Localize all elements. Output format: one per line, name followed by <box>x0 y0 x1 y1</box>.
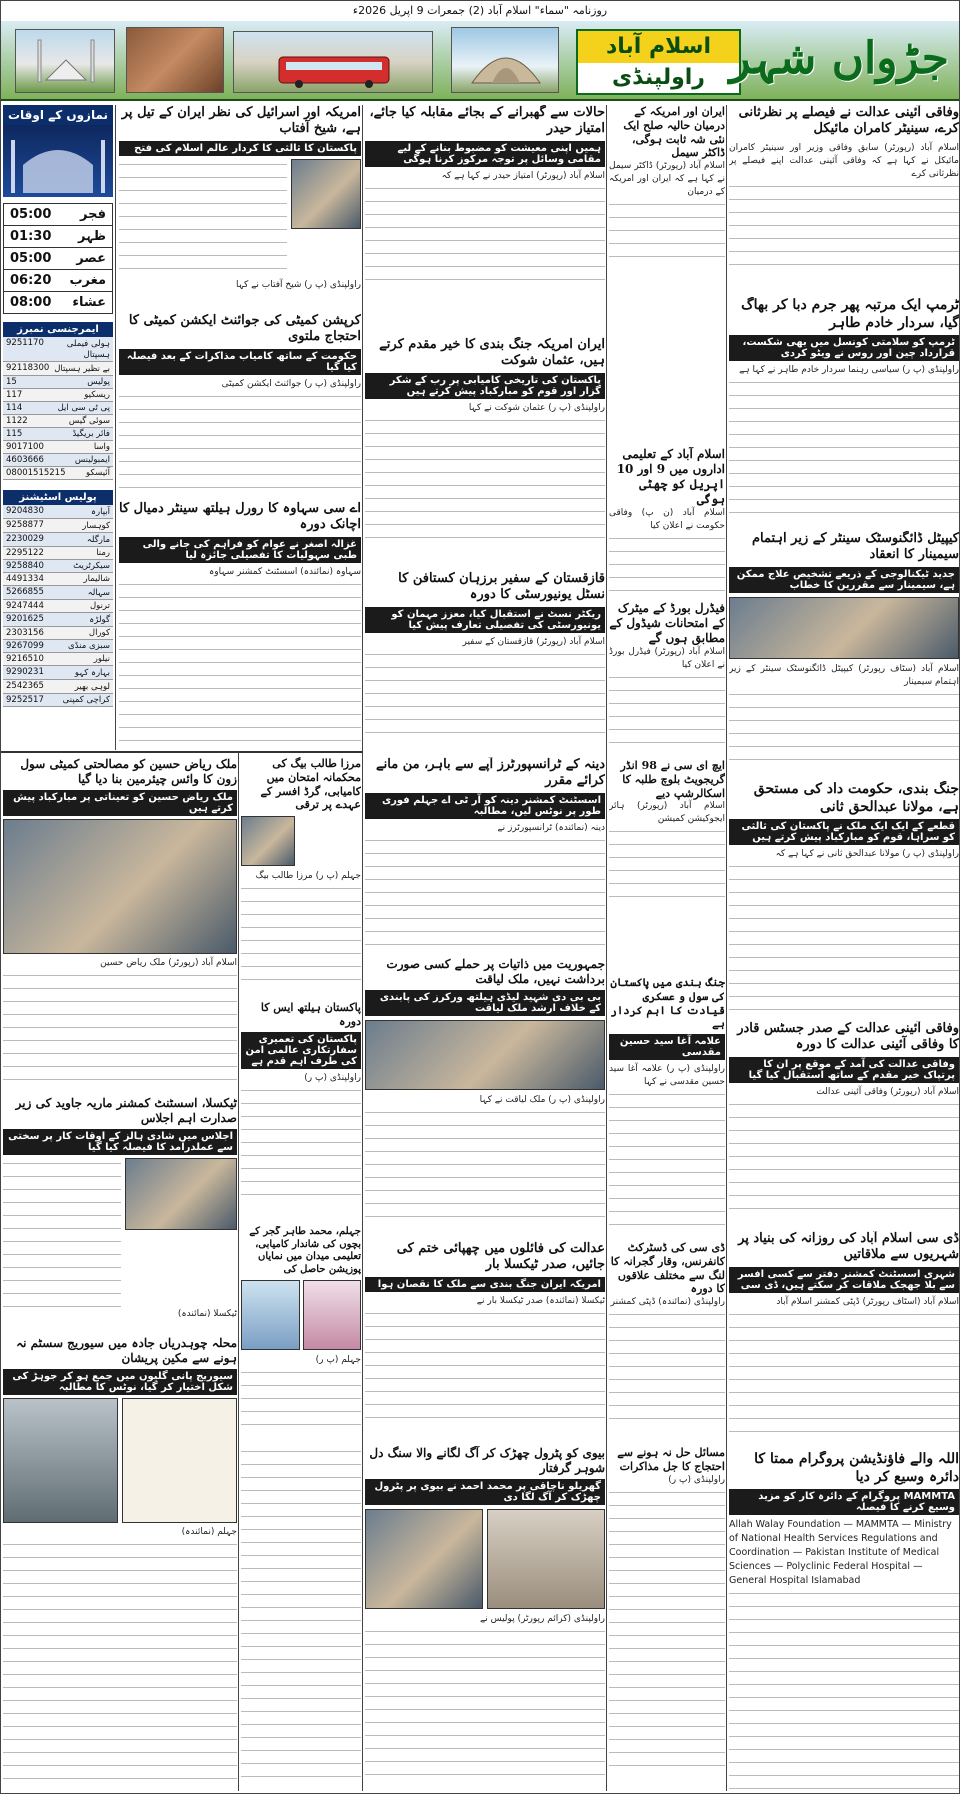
petition-document-photo <box>122 1398 237 1523</box>
city-islamabad: اسلام آباد <box>578 31 739 63</box>
article-text: اسلام آباد (اسٹاف رپورٹر) ڈپٹی کمشنر اسلام آباد <box>776 1296 959 1307</box>
prayer-row: 05:00 فجر <box>3 204 113 226</box>
headline: ایران امریکہ جنگ بندی کا خیر مقدم کرتے ہیں، عثمان شوکت <box>379 337 605 369</box>
emergency-row: 115 فائر بریگیڈ <box>3 428 113 441</box>
seminar-photo <box>729 597 959 659</box>
prayer-row: 01:30 ظہر <box>3 226 113 248</box>
emergency-row: 9251170 ہولی فیملی ہسپتال <box>3 337 113 362</box>
subheadline: سیوریج پانی گلیوں میں جمع ہو کر جوہڑ کی شکل اختیار کر گیا، نوٹس کا مطالبہ <box>3 1369 237 1395</box>
subheadline: ملک ریاض حسین کو تعیناتی پر مبارکباد پیش کرتے ہیں <box>3 790 237 816</box>
station-row: 9247444 ترنول <box>3 600 113 613</box>
subheadline: اسسٹنٹ کمشنر دینہ کو آر ٹی اے جہلم فوری طور پر نوٹس لیں، مطالبہ <box>365 793 605 819</box>
monument-relief-image <box>126 27 224 93</box>
article-usman-shaukat <box>365 337 605 547</box>
prayer-heading: نمازوں کے اوقات <box>3 105 113 125</box>
headline: جنگ بندی، حکومت داد کی مستحق ہے، مولانا عبدالحق ثانی <box>753 781 959 815</box>
mosque-icon <box>16 30 116 94</box>
sheikh-aftab-photo <box>291 159 361 229</box>
article-malik-liaquat <box>365 957 605 1227</box>
headline: ٹرمپ ایک مرتبہ پھر جرم دبا کر بھاگ گیا، سردار خادم طاہر <box>741 297 959 331</box>
stations-list <box>3 505 113 707</box>
column-rule <box>115 105 116 750</box>
headline: ایچ ای سی نے 98 انڈر گریجویٹ بلوچ طلبہ کا اسکالرشپ دیے <box>620 759 725 800</box>
article-sewerage-jada <box>3 1336 237 1791</box>
subheadline: اجلاس میں شادی ہالز کے اوقات کار پر سختی سے عملدرآمد کا فیصلہ کیا گیا <box>3 1129 237 1155</box>
column-rule <box>362 105 363 1791</box>
article-text: جہلم (پ ر) مرزا طالب بیگ <box>255 871 361 881</box>
station-row: 9252517 کراچی کمپنی <box>3 694 113 707</box>
headline: بیوی کو پٹرول چھڑک کر آگ لگانے والا سنگ دل شوہر گرفتار <box>369 1446 605 1475</box>
police-stations <box>3 490 113 707</box>
station-row: 2295122 رمنا <box>3 547 113 560</box>
article-text: ٹیکسلا (نمائندہ) صدر ٹیکسلا بار نے <box>476 1295 605 1306</box>
subheadline: پاکستان کی تعمیری سفارتکاری عالمی امن کی طرف اہم قدم ہے <box>241 1032 361 1069</box>
emergency-row: 1122 سوئی گیس <box>3 415 113 428</box>
article-text: راولپنڈی (کرائم رپورٹر) پولیس نے <box>479 1614 605 1624</box>
subheadline: شہری اسسٹنٹ کمشنر دفتر سے کسی افسر سے بلا جھجک ملاقات کر سکتے ہیں، ڈی سی <box>729 1267 959 1293</box>
article-text: دینہ (نمائندہ) ٹرانسپورٹرز نے <box>497 822 605 833</box>
article-sheikh-aftab <box>119 105 361 305</box>
suspect-photo <box>487 1509 605 1609</box>
article-text: جہلم (نمائندہ) <box>181 1527 237 1537</box>
emergency-row: 114 پی ٹی سی ایل <box>3 402 113 415</box>
city-box <box>576 29 741 95</box>
article-allama-muqaddasi <box>609 976 725 1236</box>
station-row: 5266855 سہالہ <box>3 586 113 600</box>
certificate-ceremony-photo <box>3 819 237 954</box>
emergency-heading: ایمرجنسی نمبرز <box>3 322 113 337</box>
article-text: اسلام آباد (رپورٹر) سابق وفاقی وزیر اور سینیٹر کامران مائیکل نے کہا ہے کہ وفاقی آئینی عدالت اپنے فیصلے پر نظرثانی کرے <box>729 142 959 179</box>
emergency-row: 4603666 ایمبولینس <box>3 454 113 467</box>
prayer-row: 06:20 مغرب <box>3 270 113 292</box>
article-text: راولپنڈی (پ ر) عثمان شوکت نے کہا <box>468 402 605 413</box>
article-malik-riaz <box>3 757 237 1087</box>
article-text: راولپنڈی (پ ر) علامہ آغا سید حسین مقدسی نے کہا <box>609 1064 725 1087</box>
article-dc-islamabad <box>729 1231 959 1441</box>
article-text: اسلام آباد (رپورٹر) وفاقی آئینی عدالت <box>816 1086 959 1097</box>
article-taxila-ac-meeting <box>3 1096 237 1326</box>
masthead-title: جڑواں شہر <box>729 33 949 84</box>
article-imtiaz-haider <box>365 105 605 290</box>
subheadline: پاکستان کی تاریخی کامیابی پر رب کے شکر گزار اور قوم کو مبارکباد پیش کرتے ہیں <box>365 373 605 399</box>
stations-heading: پولیس اسٹیشنز <box>3 490 113 505</box>
monument-icon <box>452 28 560 94</box>
article-ac-sohawa <box>119 501 361 746</box>
headline: جمہوریت میں ذاتیات پر حملے کسی صورت برداشت نہیں، ملک لیاقت <box>386 957 605 986</box>
mirza-talib-photo <box>241 816 295 866</box>
subheadline: گھریلو ناچاقی پر محمد احمد نے بیوی پر پٹرول چھڑک کر آگ لگا دی <box>365 1479 605 1505</box>
headline: قازقستان کے سفیر برزہان کستافن کا نسٹل یونیورسٹی کا دورہ <box>398 571 605 603</box>
station-row: 2542365 لوہی بھیر <box>3 680 113 694</box>
subheadline: وفاقی عدالت کی آمد کے موقع پر ان کا پرتپاک خیر مقدم کے ساتھ استقبال کیا گیا <box>729 1057 959 1083</box>
article-text: اسلام آباد (رپورٹر) فیڈرل بورڈ نے اعلان کیا <box>609 647 725 670</box>
mosque-silhouette-icon <box>3 125 113 193</box>
article-text: راولپنڈی (نمائندہ) ڈپٹی کمشنر <box>610 1297 725 1307</box>
station-row: 4491334 شالیمار <box>3 573 113 586</box>
article-dina-transporters <box>365 757 605 947</box>
article-kazakhstan-ambassador <box>365 571 605 746</box>
article-kamran-michael <box>729 105 959 275</box>
article-text: اسلام آباد (سٹاف رپورٹر) کیپیٹل ڈائگنوسٹک سینٹر کے زیر اہتمام سیمینار <box>729 663 959 687</box>
emergency-row: 08001515215 آئیسکو <box>3 467 113 480</box>
prayer-times-panel <box>3 105 113 707</box>
article-text: اسلام آباد (رپورٹر) ڈاکٹر سیمل نے کہا ہے کہ ایران اور امریکہ کے درمیان <box>609 161 725 197</box>
article-text: راولپنڈی (پ ر) جوائنٹ ایکشن کمیٹی <box>221 378 361 389</box>
subheadline: علامہ آغا سید حسین مقدسی <box>609 1034 725 1060</box>
headline: ایران اور امریکہ کے درمیان حالیہ صلح ایک نئی شہ ثابت ہوگی، ڈاکٹر سیمل <box>623 105 725 160</box>
child-photo-1 <box>241 1280 300 1350</box>
station-row: 9258877 کوہسار <box>3 519 113 533</box>
headline: اللہ والے فاؤنڈیشن پروگرام ممتا کا دائرہ وسیع کر دیا <box>754 1451 959 1485</box>
article-khadim-tahir <box>729 297 959 522</box>
headline: کیپیٹل ڈائگنوسٹک سینٹر کے زیر اہتمام سیمینار کا انعقاد <box>751 531 959 563</box>
headline: امریکہ اور اسرائیل کی نظر ایران کے تیل پر ہے، شیخ آفتاب <box>121 105 361 137</box>
article-taxila-bar <box>365 1241 605 1436</box>
emergency-row: 92118300 بے نظیر ہسپتال <box>3 362 113 376</box>
subheadline: MAMMTA پروگرام کے دائرہ کار کو مزید وسیع کرنے کا فیصلہ <box>729 1489 959 1515</box>
article-text: راولپنڈی (پ ر) <box>668 1474 725 1485</box>
headline: دینہ کے ٹرانسپورٹرز آپے سے باہر، من مانے کرائے مقرر <box>376 757 605 789</box>
headline: مسائل حل نہ ہونے سے احتجاج کا جل مذاکرات <box>617 1446 725 1473</box>
meeting-photo <box>365 1020 605 1090</box>
pakistan-monument-image <box>451 27 559 93</box>
article-text: اسلام آباد (رپورٹر) ہائر ایجوکیشن کمیشن <box>609 801 725 825</box>
station-row: 2230029 مارگلہ <box>3 533 113 547</box>
article-text: راولپنڈی (پ ر) مولانا عبدالحق ثانی نے کہا ہے کہ <box>775 849 959 859</box>
article-text: راولپنڈی (پ ر) شیخ آفتاب نے کہا <box>235 279 361 290</box>
article-text: ٹیکسلا (نمائندہ) <box>177 1309 237 1319</box>
column-rule <box>726 105 727 1791</box>
column-rule <box>238 753 239 1791</box>
headline: ڈی سی اسلام آباد کی روزانہ کی بنیاد پر شہریوں سے ملاقاتیں <box>738 1231 959 1263</box>
subheadline: بی بی دی شہید لیڈی ہیلتھ ورکرز کی پابندی کے خلاف ارشد ملک لیاقت <box>365 990 605 1016</box>
subheadline: ریکٹر نسٹ نے استقبال کیا، معزز مہمان کو یونیورسٹی کی تفصیلی تعارف پیش کیا <box>365 607 605 633</box>
subheadline: قطعے کے ایک ایک ملک نے پاکستان کی ثالثی کو سراہا، قوم کو مبارکباد پیش کرتے ہیں <box>729 819 959 845</box>
child-photo-2 <box>303 1280 362 1350</box>
city-rawalpindi: راولپنڈی <box>612 65 705 90</box>
article-justice-qadir <box>729 1021 959 1221</box>
headline: پاکستان ہیلتھ ایس کا دورہ <box>260 1001 361 1028</box>
subheadline: ٹرمپ کو سلامتی کونسل میں بھی شکست، قرارداد چین اور روس نے ویٹو کردی <box>729 335 959 361</box>
section-rule <box>1 751 363 753</box>
column-rule <box>606 105 607 1791</box>
article-text: اسلام آباد (ن پ) وفاقی حکومت نے اعلان کیا <box>609 508 725 531</box>
emergency-list <box>3 337 113 480</box>
article-text: جہلم (پ ر) <box>315 1355 361 1365</box>
headline: فیڈرل بورڈ کے میٹرک کے امتحانات شیڈول کے مطابق ہوں گے <box>609 601 725 645</box>
article-text: راولپنڈی (پ ر) <box>304 1072 361 1083</box>
subheadline: پاکستان کا ثالثی کا کردار عالم اسلام کی فتح <box>119 141 361 156</box>
prayer-times-table <box>3 203 113 314</box>
headline: کرپشن کمیٹی کی جوائنٹ ایکشن کمیٹی کا احتجاج ملتوی <box>128 313 361 345</box>
article-mirza-talib <box>241 757 361 992</box>
station-row: 2303156 کورال <box>3 627 113 640</box>
station-row: 9204830 آبپارہ <box>3 505 113 519</box>
subheadline: غزالہ اصغر نے عوام کو فراہم کی جانے والی طبی سہولیات کا تفصیلی جائزہ لیا <box>119 537 361 563</box>
headline: جنگ بندی میں پاکستان کی سول و عسکری قیادت کا اہم کردار ہے <box>610 976 725 1031</box>
prayer-row: 08:00 عشاء <box>3 292 113 314</box>
headline: ڈی سی کی ڈسٹرکٹ کانفرنس، وقار گجرانہ کا لنگ سے مختلف علاقوں کا دورہ <box>610 1241 725 1296</box>
station-row: 9258840 سیکرٹریٹ <box>3 560 113 573</box>
headline: ملک ریاض حسین کو مصالحتی کمیٹی سول زون کا وائس چیئرمین بنا دیا گیا <box>20 757 237 786</box>
station-row: 9201625 گولڑہ <box>3 613 113 627</box>
headline: جہلم، محمد طاہر گجر کے بچوں کی شاندار کامیابی، تعلیمی میدان میں نمایاں پوزیشن حاصل کی <box>249 1226 361 1275</box>
subheadline: ہمیں اپنی معیشت کو مضبوط بنانے کے لیے مقامی وسائل پر توجہ مرکوز کرنا ہوگی <box>365 141 605 167</box>
headline: حالات سے گھبرانے کے بجائے مقابلہ کیا جائے، امتیاز حیدر <box>369 105 605 137</box>
emergency-numbers <box>3 322 113 480</box>
article-text: اسلام آباد (رپورٹر) ملک ریاض حسین <box>100 958 237 968</box>
article-dc-conference <box>609 1241 725 1421</box>
headline: محلہ چوہدریاں جادہ میں سیوریج سسٹم نہ ہونے سے مکین پریشان <box>16 1336 237 1365</box>
article-abdul-haq <box>729 781 959 1011</box>
article-protest-talks <box>609 1446 725 1791</box>
meeting-hall-photo <box>125 1158 237 1230</box>
headline: ٹیکسلا، اسسٹنٹ کمشنر ماریہ جاوید کی زیر صدارت اہم اجلاس <box>15 1096 237 1125</box>
emergency-row: 15 پولیس <box>3 376 113 389</box>
article-allah-walay <box>729 1451 959 1791</box>
prayer-banner <box>3 105 113 197</box>
article-text: راولپنڈی (پ ر) سیاسی رہنما سردار خادم طاہر نے کہا ہے <box>739 365 959 375</box>
subheadline: جدید ٹیکنالوجی کے ذریعے تشخیص علاج ممکن ہے، سیمینار سے مقررین کا خطاب <box>729 567 959 593</box>
article-tahir-gujjar-children <box>241 1226 361 1436</box>
headline: وفاقی آئینی عدالت نے فیصلے پر نظرثانی کرے، سینیٹر کامران مائیکل <box>738 105 959 137</box>
article-text: راولپنڈی (پ ر) ملک لیاقت نے کہا <box>479 1095 605 1105</box>
article-text: سہاوہ (نمائندہ) اسسٹنٹ کمشنر سہاوہ <box>208 566 361 577</box>
bus-icon <box>234 32 434 94</box>
headline: وفاقی آئینی عدالت کے صدر جسٹس قادر کا وفاقی آئینی عدالت کا دورہ <box>737 1021 959 1053</box>
article-text: اسلام آباد (رپورٹر) قازقستان کے سفیر <box>462 636 605 647</box>
station-row: 9267099 سبزی منڈی <box>3 640 113 653</box>
article-iran-us-dr-semal <box>609 105 725 265</box>
article-capital-seminar <box>729 531 959 771</box>
article-pakistan-health <box>241 1001 361 1216</box>
emergency-row: 117 ریسکیو <box>3 389 113 402</box>
metro-bus-image <box>233 31 433 93</box>
article-fbise-exams <box>609 601 725 751</box>
headline: مرزا طالب بیگ کی محکمانہ امتحان میں کامیابی، گرڈ افسر کے عہدے پر ترقی <box>260 757 361 812</box>
article-husband-arrested <box>365 1446 605 1791</box>
article-hec-scholarship <box>609 759 725 899</box>
article-school-holiday <box>609 447 725 592</box>
prayer-row: 05:00 عصر <box>3 248 113 270</box>
station-row: 9290231 بہارہ کہو <box>3 666 113 680</box>
headline: اے سی سہاوہ کا رورل ہیلتھ سینٹر دمیال کا اچانک دورہ <box>119 501 361 533</box>
station-row: 9216510 نیلور <box>3 653 113 666</box>
headline: اسلام آباد کے تعلیمی اداروں میں 9 اور 10 اپریل کو چھٹی ہوگی <box>616 447 725 506</box>
police-officer-photo <box>365 1509 483 1609</box>
article-text: اسلام آباد (رپورٹر) امتیاز حیدر نے کہا ہے کہ <box>441 170 605 181</box>
subheadline: امریکہ ایران جنگ بندی سے ملک کا نقصان ہوا <box>365 1277 605 1292</box>
subheadline: حکومت کے ساتھ کامیاب مذاکرات کے بعد فیصلہ کیا گیا <box>119 349 361 375</box>
masthead <box>1 21 960 101</box>
article-text: Allah Walay Foundation — MAMMTA — Ministry of National Health Services Regulations and Coordination — Pakistan Institute of Medical Sciences — Polyclinic Federal Hospital — General Hospital Islamabad <box>729 1519 952 1586</box>
street-photo <box>3 1398 118 1523</box>
emergency-row: 9017100 واسا <box>3 441 113 454</box>
headline: عدالت کی فائلوں میں چھپائی ختم کی جائیں، صدر ٹیکسلا بار <box>396 1241 605 1273</box>
article-joint-action <box>119 313 361 488</box>
faisal-mosque-image <box>15 29 115 93</box>
dateline: روزنامہ "سماء" اسلام آباد (2) جمعرات 9 اپریل 2026ء <box>352 4 608 17</box>
filler-column <box>241 1446 361 1791</box>
